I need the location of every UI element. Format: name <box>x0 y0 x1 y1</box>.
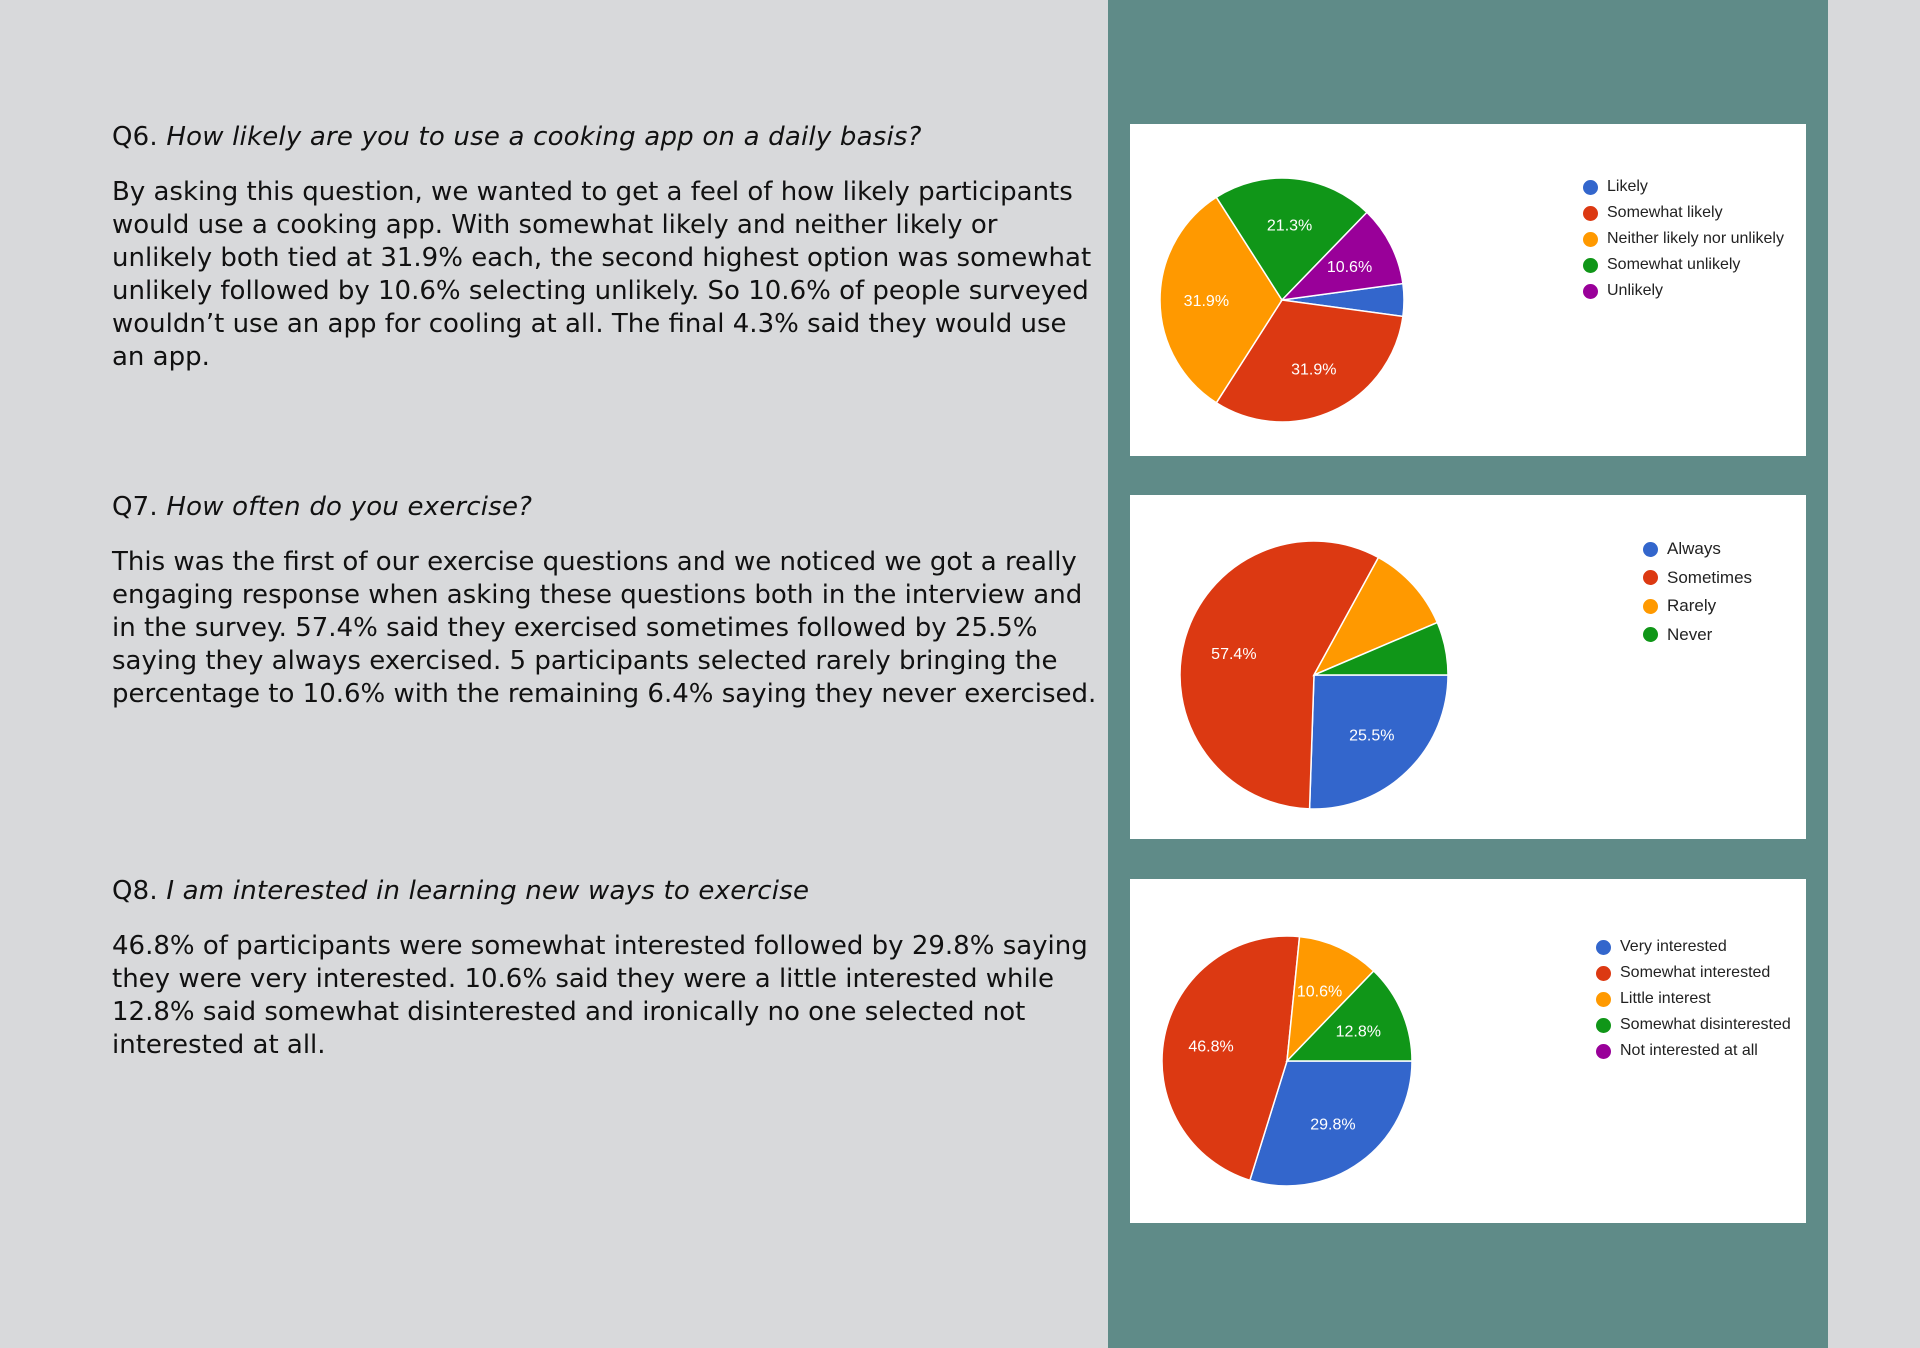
legend-swatch <box>1643 570 1658 585</box>
chart-legend <box>1643 535 1752 649</box>
legend-label: Not interested at all <box>1620 1042 1758 1059</box>
legend-label: Somewhat unlikely <box>1607 256 1741 273</box>
chart-legend <box>1583 174 1784 304</box>
slice-label: 12.8% <box>1335 1023 1382 1041</box>
legend-item <box>1583 226 1784 252</box>
legend-item <box>1643 592 1752 621</box>
legend-swatch <box>1596 992 1611 1007</box>
section-q6 <box>112 120 1102 374</box>
legend-swatch <box>1643 599 1658 614</box>
legend-label: Rarely <box>1667 596 1717 616</box>
legend-item <box>1596 986 1791 1012</box>
legend-item <box>1643 535 1752 564</box>
legend-swatch <box>1643 627 1658 642</box>
question-title: Q8. I am interested in learning new ways to exercise <box>112 876 810 906</box>
question-title: Q6. How likely are you to use a cooking app on a daily basis? <box>112 122 922 152</box>
legend-swatch <box>1596 940 1611 955</box>
legend-swatch <box>1596 1044 1611 1059</box>
legend-label: Somewhat interested <box>1620 964 1771 981</box>
legend-item <box>1596 960 1791 986</box>
legend-swatch <box>1596 966 1611 981</box>
slice-label: 29.8% <box>1310 1116 1356 1134</box>
legend-label: Unlikely <box>1607 282 1664 299</box>
legend-swatch <box>1583 206 1598 221</box>
legend-item <box>1643 621 1752 650</box>
legend-item <box>1583 174 1784 200</box>
slice-label: 10.6% <box>1296 983 1343 1001</box>
slice-label: 31.9% <box>1183 293 1230 310</box>
legend-label: Sometimes <box>1667 567 1753 587</box>
legend-label: Neither likely nor unlikely <box>1607 230 1784 247</box>
legend-label: Always <box>1667 539 1721 559</box>
slice-label: 46.8% <box>1188 1038 1234 1056</box>
right-margin <box>1828 0 1920 1348</box>
section-q7 <box>112 490 1102 711</box>
legend-label: Somewhat disinterested <box>1620 1016 1791 1033</box>
legend-item <box>1583 200 1784 226</box>
legend-label: Never <box>1667 624 1713 644</box>
legend-swatch <box>1583 180 1598 195</box>
slice-label: 25.5% <box>1349 727 1395 745</box>
slice-label: 10.6% <box>1326 258 1373 276</box>
slice-label: 57.4% <box>1211 646 1257 664</box>
legend-label: Likely <box>1607 178 1648 195</box>
legend-label: Somewhat likely <box>1607 204 1723 221</box>
question-body: This was the first of our exercise questions and we noticed we got a really engaging response when asking these questions both in the interview and in the survey. 57.4% said they exercised sometimes followed by 25.5% saying they always exercised. 5 participants selected rarely bringing the percentage to 10.6% with the remaining 6.4% saying they never exercised. <box>112 547 1097 709</box>
pie-chart-q6 <box>1130 124 1806 456</box>
pie-chart-q8 <box>1130 879 1806 1223</box>
section-q8 <box>112 874 1102 1062</box>
question-title: Q7. How often do you exercise? <box>112 492 533 522</box>
question-body: 46.8% of participants were somewhat interested followed by 29.8% saying they were very interested. 10.6% said they were a little interested while 12.8% said somewhat disinterested and ironically no one selected not interested at all. <box>112 931 1088 1060</box>
legend-swatch <box>1583 258 1598 273</box>
legend-item <box>1596 1012 1791 1038</box>
legend-item <box>1583 278 1784 304</box>
legend-label: Little interest <box>1620 990 1711 1007</box>
slice-label: 21.3% <box>1266 217 1313 235</box>
legend-item <box>1596 1038 1791 1064</box>
legend-swatch <box>1583 232 1598 247</box>
legend-swatch <box>1643 542 1658 557</box>
legend-item <box>1643 564 1752 593</box>
legend-swatch <box>1583 284 1598 299</box>
question-body: By asking this question, we wanted to get a feel of how likely participants would use a cooking app. With somewhat likely and neither likely or unlikely both tied at 31.9% each, the second highest option was somewhat unlikely followed by 10.6% selecting unlikely. So 10.6% of people surveyed wouldn’t use an app for cooling at all. The final 4.3% said they would use an app. <box>112 177 1092 372</box>
legend-swatch <box>1596 1018 1611 1033</box>
legend-label: Very interested <box>1620 938 1727 955</box>
legend-item <box>1596 934 1791 960</box>
legend-item <box>1583 252 1784 278</box>
chart-legend <box>1596 934 1791 1064</box>
slice-label: 31.9% <box>1291 361 1337 379</box>
pie-chart-q7 <box>1130 495 1806 839</box>
